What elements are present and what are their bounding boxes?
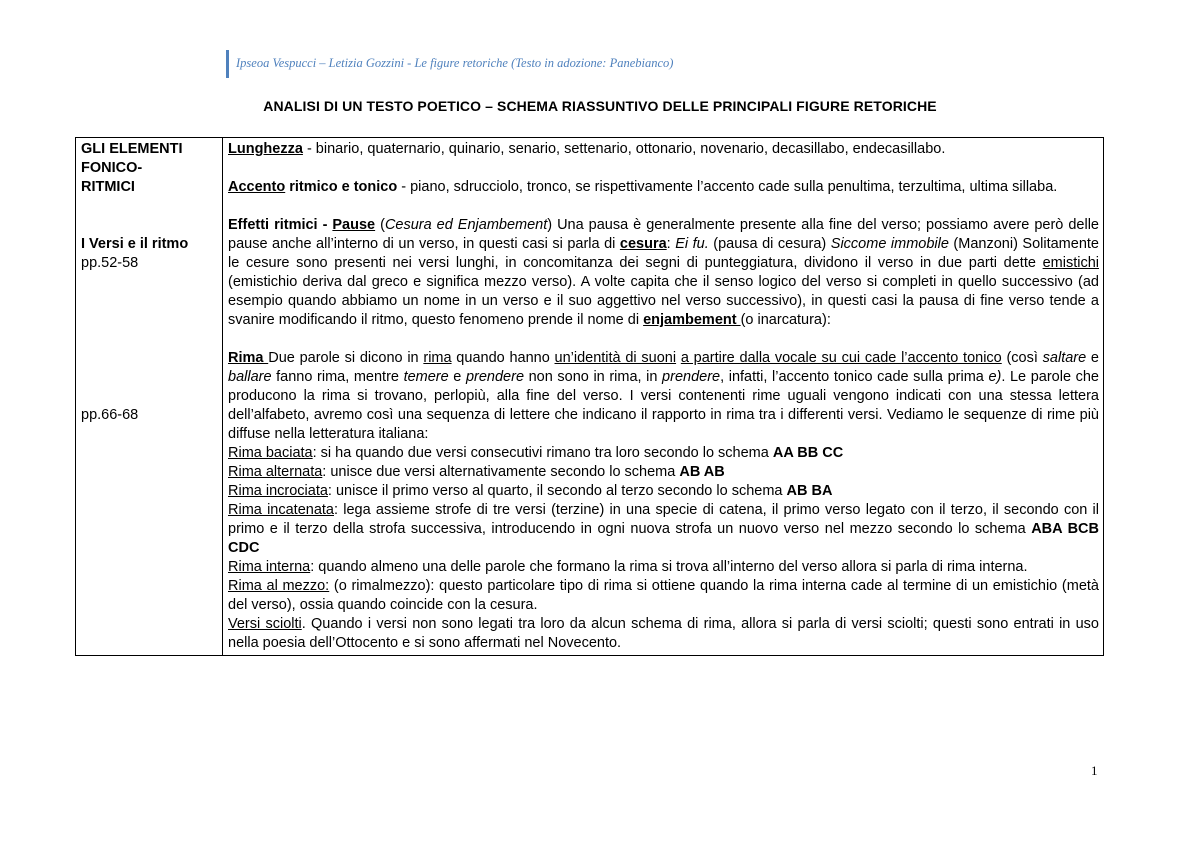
section-heading-line: GLI ELEMENTI [81, 141, 183, 157]
section-heading-line: RITMICI [81, 179, 135, 195]
document-title: ANALISI DI UN TESTO POETICO – SCHEMA RIASSUNTIVO DELLE PRINCIPALI FIGURE RETORICHE [263, 98, 937, 114]
page-number: 1 [1091, 763, 1098, 778]
page-header: Ipseoa Vespucci – Letizia Gozzini - Le figure retoriche (Testo in adozione: Panebianco) [236, 56, 674, 70]
rima-incrociata-line: Rima incrociata: unisce il primo verso al quarto, il secondo al terzo secondo lo schema AB BA [228, 483, 833, 499]
lunghezza-term: Lunghezza [228, 141, 303, 157]
accento-paragraph: Accento ritmico e tonico - piano, sdrucciolo, tronco, se rispettivamente l’accento cade sulla penultima, terzultima, ultima sillaba. [228, 179, 1058, 195]
enjambement-term: enjambement [643, 312, 741, 328]
rima-interna-line: Rima interna: quando almeno una delle parole che formano la rima si trova all’interno del verso allora si parla di rima interna. [228, 559, 1028, 575]
header-accent-bar [226, 50, 229, 78]
rima-alternata-line: Rima alternata: unisce due versi alternativamente secondo lo schema AB AB [228, 464, 725, 480]
table-row [76, 138, 1104, 656]
pause-term: Pause [332, 217, 376, 233]
rima-term: Rima [228, 350, 269, 366]
section-heading-line: FONICO- [81, 160, 143, 176]
versi-sciolti-line: Versi sciolti. Quando i versi non sono legati tra loro da alcun schema di rima, allora si parla di versi sciolti; questi sono entrati in uso nella poesia dell’Ottocento e si sono affermati nel Novecento. [228, 616, 1099, 651]
page-ref-2: pp.66-68 [81, 407, 139, 423]
cesura-term: cesura [619, 236, 667, 252]
rima-incatenata-line: Rima incatenata: lega assieme strofe di tre versi (terzine) in una specie di catena, il primo verso legato con il terzo, il secondo con il primo e il terzo della strofa successiva, introducendo in ogni nuova strofa un nuovo verso nel mezzo secondo lo schema ABA BCB CDC [228, 502, 1099, 556]
rima-baciata-line: Rima baciata: si ha quando due versi consecutivi rimano tra loro secondo lo schema AA BB CC [228, 445, 844, 461]
left-column-cell [76, 138, 223, 656]
summary-table [75, 137, 1104, 656]
versi-ritmo-label: I Versi e il ritmo [81, 236, 189, 252]
emistichi-term: emistichi [1042, 255, 1099, 271]
accento-term: Accento [228, 179, 286, 195]
rima-paragraph: Rima Due parole si dicono in rima quando hanno un’identità di suoni a partire dalla vocale su cui cade l’accento tonico (così saltare e ballare fanno rima, mentre temere e prendere non sono in rima, in prendere, infatti, l’accento tonico cade sulla prima e). Le parole che producono la rima si trovano, perlopiù, alla fine del verso. I versi contenenti rime uguali vengono indicati con una stessa lettera dell’alfabeto, avremo così una sequenza di lettere che indicano il rapporto in rima tra i differenti versi. Vediamo le sequenze di rime più diffuse nella letteratura italiana: [228, 350, 1099, 442]
rima-al-mezzo-line: Rima al mezzo: (o rimalmezzo): questo particolare tipo di rima si ottiene quando la rima interna cade al termine di un emistichio (metà del verso), ossia quando coincide con la cesura. [228, 578, 1099, 613]
page-ref-1: pp.52-58 [81, 255, 139, 271]
effetti-paragraph: Effetti ritmici - Pause (Cesura ed Enjambement) Una pausa è generalmente presente alla fine del verso; possiamo avere però delle pause anche all’interno di un verso, in questi casi si parla di cesura: Ei fu. (pausa di cesura) Siccome immobile (Manzoni) Solitamente le cesure sono presenti nei versi lunghi, in concomitanza dei segni di punteggiatura, dividono il verso in due parti dette emistichi (emistichio deriva dal greco e significa mezzo verso). A volte capita che il senso logico del verso si completi in quello successivo (ad esempio quando abbiamo un nome in un verso e il suo aggettivo nel verso successivo), in questi casi la pausa di fine verso tende a svanire modificando il ritmo, questo fenomeno prende il nome di enjambement (o inarcatura): [228, 217, 1099, 328]
right-column-cell [223, 138, 1104, 656]
lunghezza-paragraph: Lunghezza - binario, quaternario, quinario, senario, settenario, ottonario, novenario, decasillabo, endecasillabo. [228, 141, 946, 157]
